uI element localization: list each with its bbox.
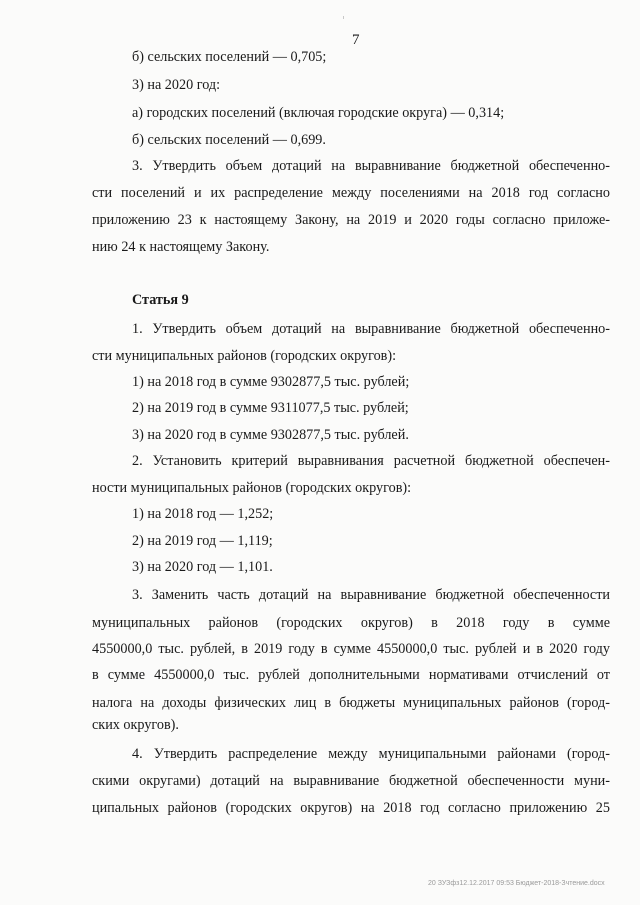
text-line: б) сельских поселений — 0,699.: [132, 132, 326, 148]
text-line: 3) на 2020 год — 1,101.: [132, 559, 273, 575]
text-line: ципальных районов (городских округов) на 2018 год согласно приложению 25: [92, 800, 610, 816]
text-line: в сумме 4550000,0 тыс. рублей дополнительными нормативами отчислений от: [92, 667, 610, 683]
text-line: нию 24 к настоящему Закону.: [92, 239, 270, 255]
text-line: 3. Утвердить объем дотаций на выравнивание бюджетной обеспеченно-: [132, 158, 610, 174]
text-line: 2. Установить критерий выравнивания расчетной бюджетной обеспечен-: [132, 453, 610, 469]
text-line: 4550000,0 тыс. рублей, в 2019 году в сумме 4550000,0 тыс. рублей и в 2020 году: [92, 641, 610, 657]
text-line: налога на доходы физических лиц в бюджеты муниципальных районов (город-: [92, 695, 610, 711]
text-line: ности муниципальных районов (городских округов):: [92, 480, 412, 496]
text-line: скими округами) дотаций на выравнивание бюджетной обеспеченности муни-: [92, 773, 610, 789]
text-line: ских округов).: [92, 717, 179, 733]
text-line: приложению 23 к настоящему Закону, на 2019 и 2020 годы согласно приложе-: [92, 212, 610, 228]
text-line: 4. Утвердить распределение между муниципальными районами (город-: [132, 746, 610, 762]
text-line: сти муниципальных районов (городских округов):: [92, 348, 397, 364]
text-line: 2) на 2019 год в сумме 9311077,5 тыс. рублей;: [132, 400, 409, 416]
text-line: сти поселений и их распределение между поселениями на 2018 год согласно: [92, 185, 610, 201]
text-line: 1) на 2018 год в сумме 9302877,5 тыс. рублей;: [132, 374, 410, 390]
text-line: 1. Утвердить объем дотаций на выравнивание бюджетной обеспеченно-: [132, 321, 610, 337]
article-heading: Статья 9: [132, 292, 189, 308]
text-line: 1) на 2018 год — 1,252;: [132, 506, 274, 522]
text-line: муниципальных районов (городских округов) в 2018 году в сумме: [92, 615, 610, 631]
footer-filename: 20 ЗУЗфз12.12.2017 09:53 Бюджет-2018-Зчтение.docx: [428, 880, 605, 887]
text-line: 3) на 2020 год:: [132, 77, 221, 93]
text-line: 2) на 2019 год — 1,119;: [132, 533, 273, 549]
page-number: 7: [352, 32, 360, 48]
text-line: а) городских поселений (включая городские округа) — 0,314;: [132, 105, 505, 121]
text-line: 3) на 2020 год в сумме 9302877,5 тыс. рублей.: [132, 427, 409, 443]
text-line: б) сельских поселений — 0,705;: [132, 49, 327, 65]
scan-speck: [343, 16, 344, 19]
text-line: 3. Заменить часть дотаций на выравнивание бюджетной обеспеченности: [132, 587, 610, 603]
